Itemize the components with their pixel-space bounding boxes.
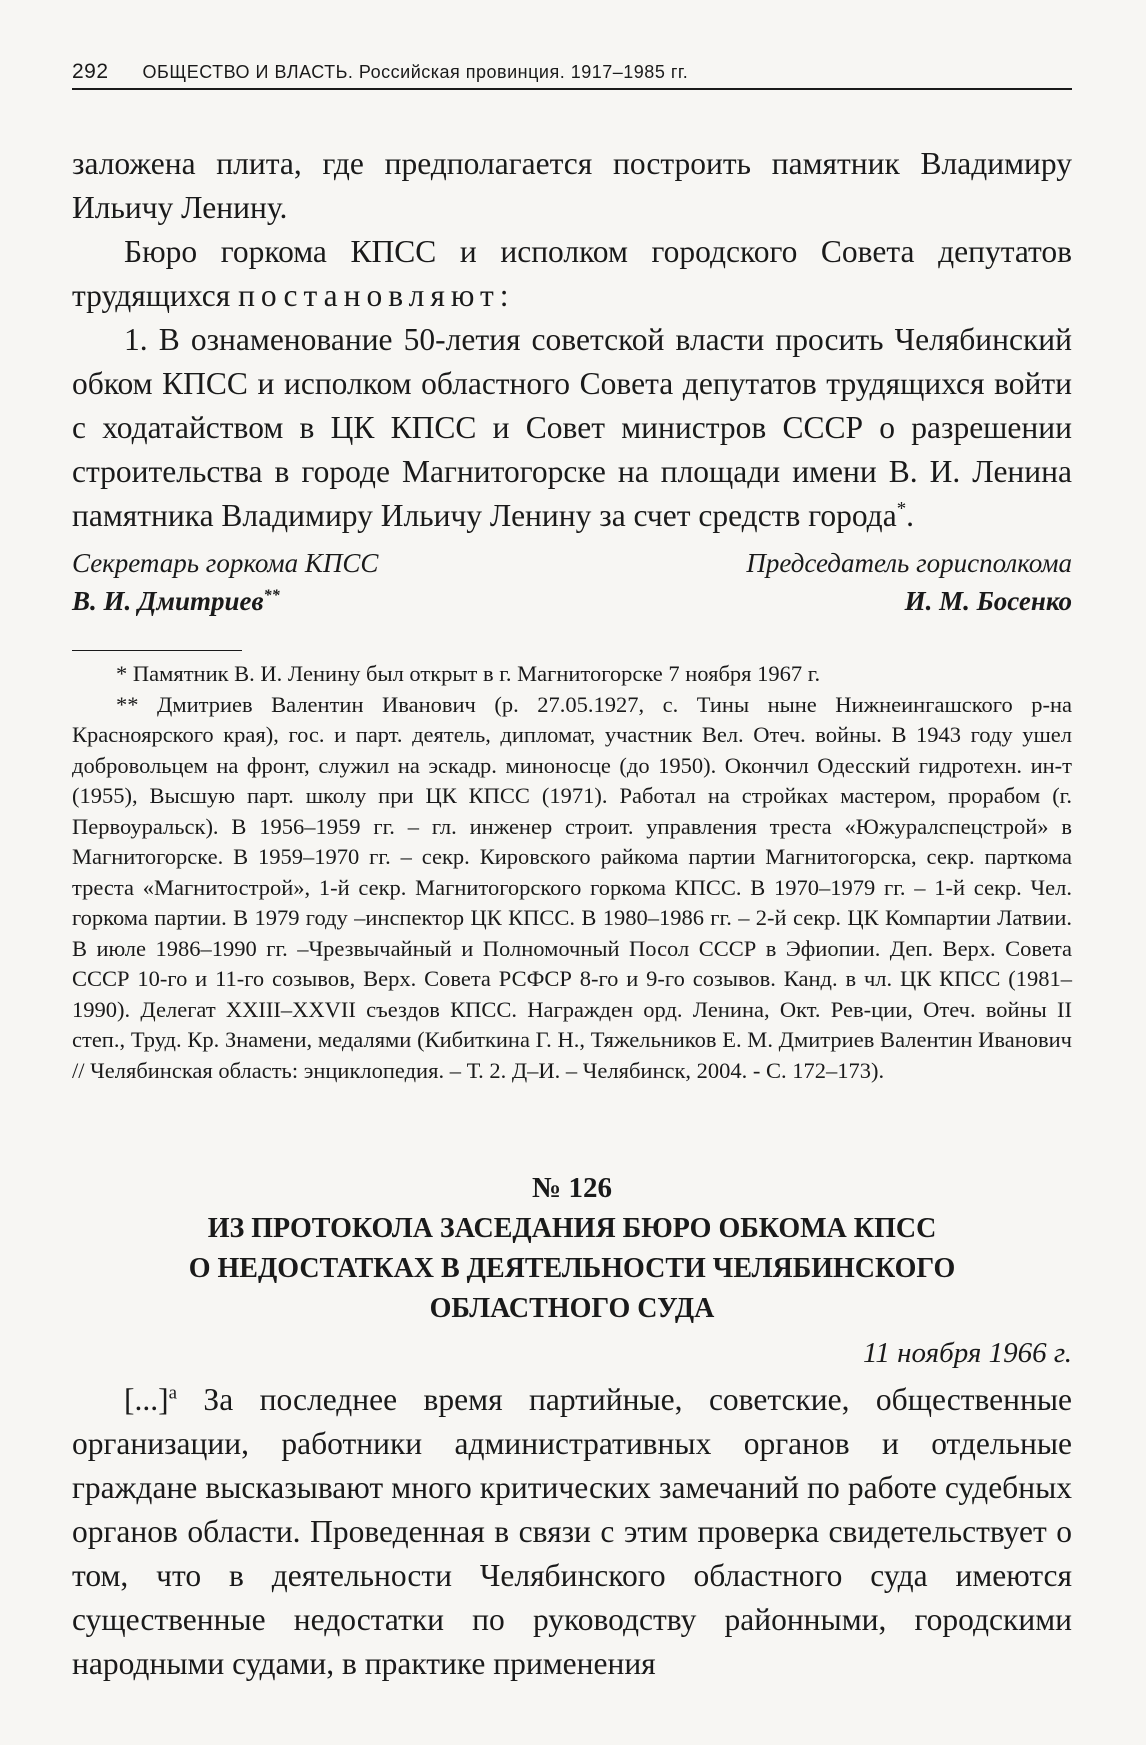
running-header bbox=[72, 60, 1072, 90]
footnote-2: ** Дмитриев Валентин Иванович (р. 27.05.1927, с. Тины ныне Нижнеингашского р-на Красноярского края), гос. и парт. деятель, дипломат, участник Вел. Отеч. войны. В 1943 году ушел добровольцем на фронт, служил на эскадр. миноносце (до 1950). Окончил Одесский гидротехн. ин-т (1955), Высшую парт. школу при ЦК КПСС (1971). Работал на стройках мастером, прорабом (г. Первоуральск). В 1956–1959 гг. – гл. инженер строит. управления треста «Южуралспецстрой» в Магнитогорске. В 1959–1970 гг. – секр. Кировского райкома партии Магнитогорска, секр. парткома треста «Магнитострой», 1-й секр. Магнитогорского горкома КПСС. В 1970–1979 гг. – 1-й секр. Чел. горкома партии. В 1979 году –инспектор ЦК КПСС. В 1980–1986 гг. – 2-й секр. ЦК Компартии Латвии. В июле 1986–1990 гг. –Чрезвычайный и Полномочный Посол СССР в Эфиопии. Деп. Верх. Совета СССР 10-го и 11-го созывов, Верх. Совета РСФСР 8-го и 9-го созывов. Канд. в чл. ЦК КПСС (1981–1990). Делегат XXIII–XXVII съездов КПСС. Награжден орд. Ленина, Окт. Рев-ции, Отеч. войны II степ., Труд. Кр. Знамени, медалями (Кибиткина Г. Н., Тяжельников Е. М. Дмитриев Валентин Иванович // Челябинская область: энциклопедия. – Т. 2. Д–И. – Челябинск, 2004. - С. 172–173). bbox=[72, 691, 1072, 1083]
footnote-1: * Памятник В. И. Ленину был открыт в г. Магнитогорске 7 ноября 1967 г. bbox=[116, 661, 821, 686]
footnote-divider bbox=[72, 650, 242, 651]
doc126-paragraph-1 bbox=[72, 1378, 1072, 1686]
doc125-paragraph-2-end: : bbox=[499, 278, 509, 313]
doc125-paragraph-2 bbox=[72, 230, 1072, 318]
footnote-mark-1: * bbox=[896, 498, 907, 520]
signature-right-name: И. М. Босенко bbox=[904, 586, 1072, 616]
doc125-paragraph-2-start: Бюро горкома КПСС и исполком городского Совета депутатов трудящихся bbox=[72, 234, 1072, 313]
doc126-title-line-2: О НЕДОСТАТКАХ В ДЕЯТЕЛЬНОСТИ ЧЕЛЯБИНСКОГО bbox=[188, 1253, 956, 1284]
doc125-paragraph-3 bbox=[72, 318, 1072, 538]
page-number: 292 bbox=[72, 60, 109, 83]
series-title: ОБЩЕСТВО И ВЛАСТЬ. Российская провинция. 1917–1985 гг. bbox=[142, 62, 689, 82]
doc125-paragraph-1: заложена плита, где предполагается построить памятник Владимиру Ильичу Ленину. bbox=[72, 146, 1072, 225]
signature-left-name: В. И. Дмитриев bbox=[72, 586, 264, 616]
resolution-keyword: постановляют bbox=[238, 278, 500, 313]
footnote-mark-a: а bbox=[168, 1382, 177, 1404]
doc126-number: № 126 bbox=[532, 1172, 612, 1204]
signature-right-title: Председатель горисполкома bbox=[746, 548, 1072, 578]
doc126-title-line-1: ИЗ ПРОТОКОЛА ЗАСЕДАНИЯ БЮРО ОБКОМА КПСС bbox=[207, 1213, 937, 1244]
signature-left-name-line bbox=[72, 582, 378, 620]
signature-right bbox=[746, 544, 1072, 620]
signature-block bbox=[72, 544, 1072, 620]
omission-mark: [...] bbox=[124, 1382, 169, 1417]
doc125-paragraph-3-end: . bbox=[906, 498, 915, 533]
doc125-paragraph-3-text: 1. В ознаменование 50-летия советской власти просить Челябинский обком КПСС и исполком областного Совета депутатов трудящихся войти с ходатайством в ЦК КПСС и Совет министров СССР о разрешении строительства в городе Магнитогорске на площади имени В. И. Ленина памятника Владимиру Ильичу Ленину за счет средств города bbox=[72, 322, 1072, 533]
document-page bbox=[72, 60, 1072, 1686]
footnote-mark-2: ** bbox=[263, 586, 280, 604]
signature-left-title: Секретарь горкома КПСС bbox=[72, 548, 379, 578]
doc126-paragraph-1-text: За последнее время партийные, советские, общественные организации, работники административных органов и отдельные граждане высказывают много критических замечаний по работе судебных органов области. Проведенная в связи с этим проверка свидетельствует о том, что в деятельности Челябинского областного суда имеются существенные недостатки по руководству районными, городскими народными судами, в практике применения bbox=[72, 1382, 1072, 1681]
signature-left bbox=[72, 544, 378, 620]
doc126-date: 11 ноября 1966 г. bbox=[863, 1337, 1072, 1369]
doc126-title-line-3: ОБЛАСТНОГО СУДА bbox=[429, 1293, 715, 1324]
